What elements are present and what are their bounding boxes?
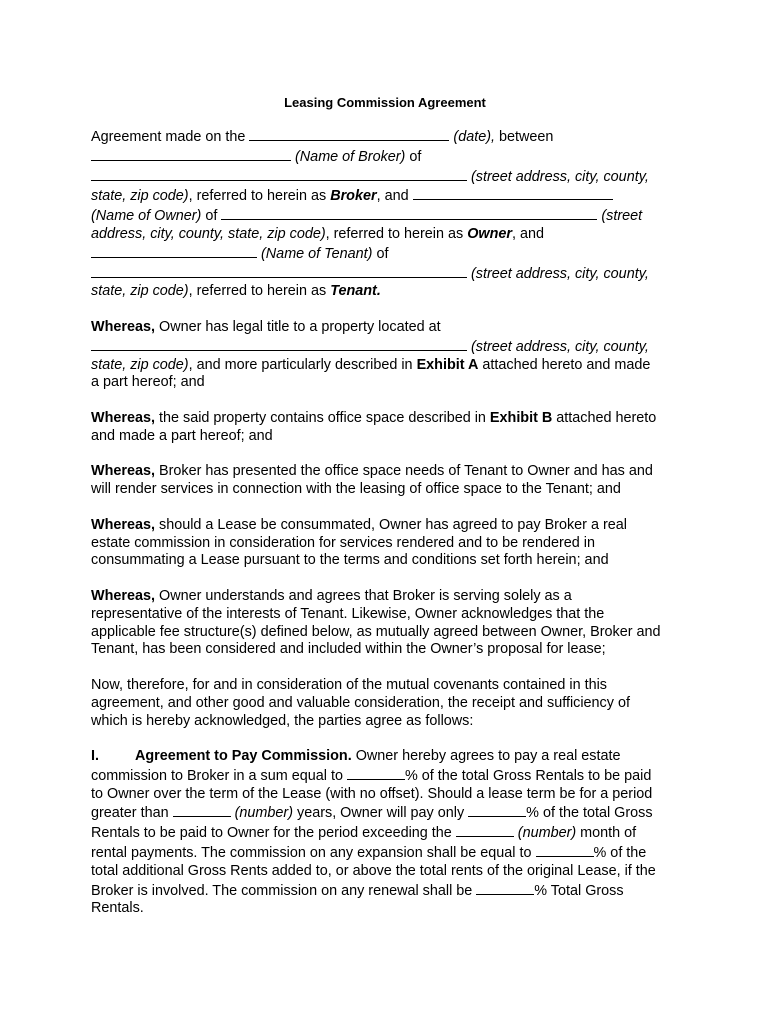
section-1-line-9: Rentals. [91,900,144,917]
now-line-1: Now, therefore, for and in consideration of the mutual covenants contained in this [91,676,607,693]
now-therefore-paragraph [91,677,691,730]
paragraph-text: % Total Gross [534,882,624,899]
section-1-line-5 [91,823,691,843]
now-line-3: which is hereby acknowledged, the parties agree as follows: [91,712,474,729]
property-address-label: state, zip code) [91,356,189,373]
whereas-lead: Whereas, [91,318,155,335]
paragraph-text: the said property contains office space described in [155,409,490,426]
paragraph-text: consummating a Lease pursuant to the terms and conditions set forth herein; and [91,552,609,569]
property-address-label: (street address, city, county, [471,338,649,355]
owner-address-blank [221,206,597,220]
intro-text: , referred to herein as [325,225,468,242]
section-1-line-3: to Owner over the term of the Lease (with no offset). Should a lease term be for a period [91,785,653,802]
owner-address-label: address, city, county, state, zip code) [91,225,326,242]
owner-name-label: (Name of Owner) [91,208,202,225]
section-number: I. [91,748,99,765]
broker-name-blank [91,147,291,161]
whereas-3-line-1 [91,463,691,481]
section-1-line-7: total additional Gross Rents added to, or above the total rents of the original Lease, if the [91,862,656,879]
property-address-blank [91,337,467,351]
intro-line-3 [91,167,691,187]
commission-percent-blank [347,766,405,780]
paragraph-text: month of [576,825,637,842]
whereas-lead: Whereas, [91,516,155,533]
exhibit-a-ref: Exhibit A [416,356,479,373]
tenant-address-blank [91,264,467,278]
intro-line-4 [91,186,691,206]
intro-line-2 [91,147,691,167]
paragraph-text: should a Lease be consummated, Owner has agreed to pay Broker a real [155,516,627,533]
date-blank [249,127,449,141]
section-1-line-8 [91,881,691,901]
tenant-address-label: state, zip code) [91,283,189,300]
whereas-5-line-1 [91,588,691,606]
now-line-2: agreement, and other good and valuable consideration, the receipt and sufficiency of [91,694,630,711]
intro-line-9 [91,283,691,301]
paragraph-text: and made a part hereof; and [91,427,273,444]
whereas-paragraph-2 [91,410,691,446]
expansion-percent-blank [536,843,594,857]
number-label: (number) [230,805,293,822]
whereas-lead: Whereas, [91,587,155,604]
years-number-blank [173,803,231,817]
paragraph-text: Owner has legal title to a property located at [155,318,441,335]
paragraph-text: estate commission in consideration for services rendered and to be rendered in [91,534,595,551]
whereas-3-line-2 [91,481,691,499]
broker-address-label: state, zip code) [91,188,189,205]
intro-line-1 [91,127,691,147]
tenant-term: Tenant. [330,283,381,300]
broker-address-label: (street address, city, county, [471,168,649,185]
tenant-name-blank [91,244,257,258]
section-heading: Agreement to Pay Commission. [135,748,352,765]
owner-address-label: (street [601,208,643,225]
intro-text: , and [376,188,413,205]
intro-text: of [405,148,422,165]
whereas-4-line-3 [91,552,691,570]
section-1-line-6 [91,843,691,863]
section-1-line-2 [91,766,691,786]
paragraph-text: % of the total Gross [526,805,653,822]
whereas-2-line-2 [91,428,691,446]
broker-name-label: (Name of Broker) [295,148,406,165]
document-body [91,127,691,918]
intro-text: , referred to herein as [188,283,331,300]
section-1-line-1 [91,748,691,766]
intro-text: , and [512,225,545,242]
whereas-paragraph-4 [91,517,691,570]
intro-text: of [372,245,389,262]
paragraph-text: Rentals to be paid to Owner for the period exceeding the [91,825,456,842]
whereas-5-line-3 [91,624,691,642]
owner-term: Owner [467,225,512,242]
reduced-percent-blank [468,803,526,817]
whereas-lead: Whereas, [91,409,155,426]
owner-name-blank [413,186,613,200]
document-title: Leasing Commission Agreement [284,95,486,110]
paragraph-text: , and more particularly described in [188,356,417,373]
paragraph-text: Broker has presented the office space needs of Tenant to Owner and has and [155,463,653,480]
section-1-line-4 [91,803,691,823]
paragraph-text: representative of the interests of Tenant. Likewise, Owner acknowledges that the [91,605,605,622]
paragraph-text: attached hereto [552,409,657,426]
paragraph-text: % of the [593,845,647,862]
intro-line-5 [91,206,691,226]
paragraph-text: % of the total Gross Rentals to be paid [404,767,652,784]
intro-paragraph [91,127,691,301]
paragraph-text: applicable fee structure(s) defined below, as mutually agreed between Owner, Broker and [91,623,661,640]
exhibit-b-ref: Exhibit B [489,409,553,426]
paragraph-text: Broker is involved. The commission on any renewal shall be [91,882,477,899]
paragraph-text: Owner hereby agrees to pay a real estate [351,748,621,765]
intro-text: of [201,208,222,225]
number-label: (number) [513,825,577,842]
whereas-1-line-2 [91,337,691,357]
tenant-name-label: (Name of Tenant) [261,245,373,262]
whereas-1-line-3 [91,357,691,375]
paragraph-text: will render services in connection with the leasing of office space to the Tenant; and [91,481,621,498]
whereas-5-line-2 [91,606,691,624]
intro-text: Agreement made on the [91,129,250,145]
intro-line-7 [91,244,691,264]
whereas-4-line-2 [91,535,691,553]
whereas-1-line-1 [91,319,691,337]
whereas-2-line-1 [91,410,691,428]
whereas-lead: Whereas, [91,463,155,480]
broker-term: Broker [330,188,377,205]
whereas-paragraph-1 [91,319,691,392]
whereas-paragraph-5 [91,588,691,659]
date-label: (date), [453,129,495,145]
months-number-blank [456,823,514,837]
paragraph-text: greater than [91,805,173,822]
paragraph-text: Owner understands and agrees that Broker is serving solely as a [155,587,572,604]
section-1-paragraph [91,748,691,918]
tenant-address-label: (street address, city, county, [471,265,649,282]
whereas-4-line-1 [91,517,691,535]
intro-line-8 [91,264,691,284]
intro-line-6 [91,226,691,244]
paragraph-text: attached hereto and made [478,356,651,373]
whereas-1-line-4 [91,374,691,392]
intro-text: , referred to herein as [188,188,331,205]
paragraph-text: years, Owner will pay only [293,805,469,822]
renewal-percent-blank [476,881,534,895]
intro-text: between [495,129,554,145]
paragraph-text: Tenant, has been considered and included within the Owner’s proposal for lease; [91,641,606,658]
broker-address-blank [91,167,467,181]
paragraph-text: a part hereof; and [91,374,205,391]
whereas-paragraph-3 [91,463,691,499]
whereas-5-line-4 [91,641,691,659]
paragraph-text: commission to Broker in a sum equal to [91,767,347,784]
paragraph-text: rental payments. The commission on any expansion shall be equal to [91,845,536,862]
